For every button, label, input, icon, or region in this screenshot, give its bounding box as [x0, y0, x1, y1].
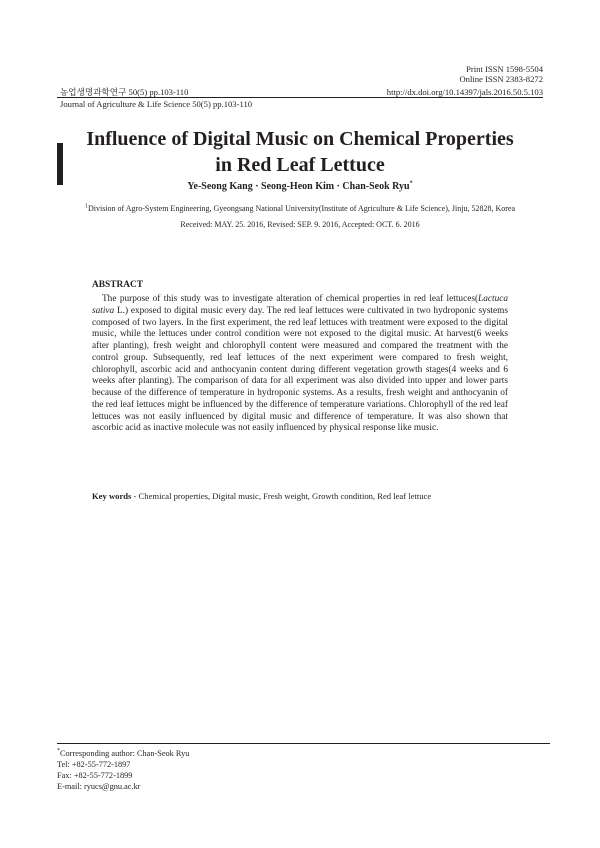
footnote: [57, 748, 189, 792]
email[interactable]: E-mail: ryucs@gnu.ac.kr: [57, 782, 141, 791]
keywords-label: Key words: [92, 491, 132, 501]
header-rule: [57, 97, 543, 98]
affiliation: [40, 204, 560, 214]
doi-link[interactable]: http://dx.doi.org/10.14397/jals.2016.50.5.103: [386, 87, 543, 97]
authors-text: Ye-Seong Kang · Seong-Heon Kim · Chan-Seok Ryu: [187, 181, 410, 192]
paper-title: [60, 126, 540, 178]
journal-korean: 농업생명과학연구 50(5) pp.103-110: [60, 87, 189, 97]
keywords: [92, 491, 512, 502]
abstract-body: [92, 294, 508, 435]
author-mark: *: [409, 180, 413, 187]
submission-dates: Received: MAY. 25. 2016, Revised: SEP. 9. 2016, Accepted: OCT. 6. 2016: [180, 220, 420, 229]
corresponding-mark: *: [57, 748, 60, 755]
affiliation-mark: 1: [84, 203, 88, 210]
journal-english: Journal of Agriculture & Life Science 50(5) pp.103-110: [60, 99, 253, 109]
telephone: Tel: +82-55-772-1897: [57, 760, 131, 769]
footer-rule: [57, 743, 550, 744]
abstract-text-2: L.) exposed to digital music every day. The red leaf lettuces were cultivated in two hydroponic systems composed of two layers. In the first experiment, the red leaf lettuces with treatment were exposed to the digital music, while the lettuces under control condition were not exposed to the digital music. At harvest(6 weeks after planting), fresh weight and chlorophyll content were measured and compared the treatment with the control group. Subsequently, red leaf lettuces of the next experiment were compared to fresh weight, chlorophyll, ascorbic acid and anthocyanin content during different vegetation growth stages(4 weeks and 6 weeks after planting). The comparison of data for all experiment was also divided into upper and lower parts because of the difference of temperature in hydroponic systems. As a results, fresh weight and anthocyanin of the red leaf lettuces might be influenced by the difference of temperature variations. Chlorophyll of the red leaf lettuces was not easily influenced by digital music and difference of temperature. It was also shown that ascorbic acid as inactive molecule was not easily influenced by physical response like music.: [92, 305, 508, 434]
abstract-heading: ABSTRACT: [92, 280, 144, 290]
keywords-text: - Chemical properties, Digital music, Fresh weight, Growth condition, Red leaf lettuce: [131, 491, 432, 501]
print-issn: Print ISSN 1598-5504: [466, 64, 543, 74]
abstract-text-1: The purpose of this study was to investigate alteration of chemical properties in red leaf lettuces(: [102, 294, 479, 304]
affiliation-text: Division of Agro-System Engineering, Gyeongsang National University(Institute of Agriculture & Life Science), Jinju, 52828, Korea: [87, 204, 516, 213]
corresponding-author: [57, 748, 189, 759]
title-line-1: Influence of Digital Music on Chemical Properties: [86, 128, 514, 150]
online-issn: Online ISSN 2383-8272: [459, 74, 543, 84]
species-name: Lactuca sativa: [92, 294, 508, 316]
title-line-2: in Red Leaf Lettuce: [215, 154, 385, 176]
fax: Fax: +82-55-772-1899: [57, 771, 133, 780]
corresponding-text: Corresponding author: Chan-Seok Ryu: [60, 749, 190, 758]
author-list: [60, 180, 540, 194]
